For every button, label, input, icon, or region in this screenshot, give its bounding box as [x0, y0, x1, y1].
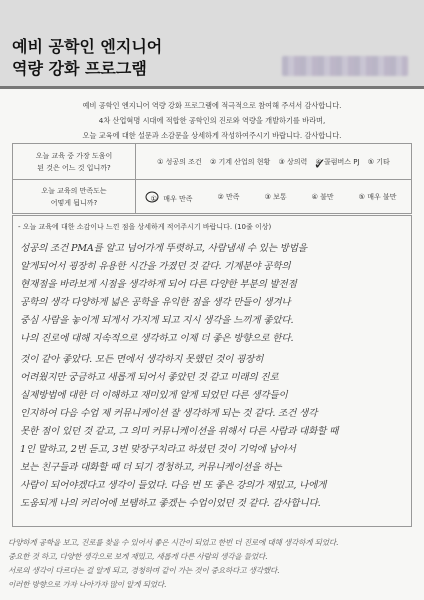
comment-line-14: 사람이 되어야겠다고 생각이 들었다. 다음 번 또 좋은 강의가 재밌고, 나에게 [20, 480, 327, 491]
q2-option-5[interactable] [359, 192, 397, 202]
q1-option-5[interactable]: ⑤ 기타 [367, 157, 390, 166]
q2-option-3[interactable] [265, 192, 287, 202]
overflow-line-4: 이러한 방향으로 가자 나아가자 많이 알게 되었다. [8, 580, 167, 589]
q2-option-2[interactable] [218, 192, 240, 202]
comment-line-5: 중심 사람을 놓이게 되게서 가지게 되고 지시 생각을 느끼게 좋았다. [20, 315, 294, 326]
q2-option-4-number: ④ [311, 192, 318, 201]
comment-line-3: 현재점을 바라보게 시점을 생각하게 되어 다른 다양한 부분의 발전점 [20, 279, 297, 290]
q2-option-1-number: ① [150, 195, 157, 203]
intro-line-3: 오늘 교육에 대한 설문과 소감문을 상세하게 작성하여주시기 바랍니다. 감사합니다. [82, 131, 342, 140]
q2-option-2-number: ② [217, 192, 224, 201]
intro-line-2: 4차 산업혁명 시대에 적합한 공학인의 진로와 역량을 개발하기를 바라며, [98, 116, 326, 125]
q1-option-4-label: ④ 콜럼버스 PJ [315, 157, 360, 166]
q2-option-3-number: ③ [264, 192, 271, 201]
overflow-line-2: 중요한 것 하고, 다양한 생각으로 보게 재밌고, 새롭게 다른 사람의 생각을 들었다. [8, 552, 268, 561]
q2-option-4-label: 불만 [320, 192, 334, 201]
comment-line-6: 나의 진로에 대해 지속적으로 생각하고 이제 더 좋은 방향으로 한다. [20, 333, 294, 344]
intro-line-1: 예비 공학인 엔지니어 역량 강화 프로그램에 적극적으로 참여해 주셔서 감사합니다. [82, 101, 342, 110]
overflow-line-3: 서로의 생각이 다르다는 걸 알게 되고, 경청하며 같이 가는 것이 중요하다고 생각했다. [8, 566, 280, 575]
comment-line-1: 성공의 조건 PMA를 알고 넘어가게 뚜렷하고, 사람냄새 수 있는 방법을 [20, 243, 307, 254]
question-1-label-line-2: 된 것은 어느 것 입니까? [37, 163, 111, 172]
q1-option-3[interactable]: ③ 상의력 [278, 157, 308, 166]
overflow-line-1: 다양하게 공학을 보고, 진로를 찾을 수 있어서 좋은 시간이 되었고 한번 더 진로에 대해 생각하게 되었다. [8, 538, 339, 547]
header-divider [0, 86, 424, 89]
question-2-options [136, 180, 412, 214]
q2-option-2-label: 만족 [226, 192, 240, 201]
title-line-2: 역량 강화 프로그램 [12, 59, 147, 78]
comment-line-11: 못한 점이 있던 것 같고, 그 의미 커뮤니케이션을 위해서 다른 사람과 대화할 때 [20, 426, 339, 437]
q2-option-5-number: ⑤ [358, 192, 365, 201]
comment-line-7: 것이 같아 좋았다. 모든 면에서 생각하지 못했던 것이 굉장히 [20, 354, 264, 365]
comment-line-4: 공학의 생각 다양하게 넓은 공학을 유익한 점을 생각 만들이 생겨나 [20, 297, 291, 308]
intro-text [14, 98, 410, 143]
comment-line-9: 실제방법에 대한 더 이해하고 재미있게 알게 되었던 다른 생각들이 [20, 390, 288, 401]
comment-prompt: - 오늘 교육에 대한 소감이나 느낀 점을 상세하게 적어주시기 바랍니다. (10줄 이상) [18, 223, 272, 231]
comment-line-12: 1인 말하고, 2번 듣고, 3번 맞장구치라고 하셨던 것이 기억에 남아서 [20, 444, 296, 455]
header-band [0, 0, 424, 86]
comment-line-15: 도움되게 나의 커리어에 보탬하고 좋겠는 수업이었던 것 같다. 감사합니다. [20, 498, 321, 509]
question-row-1 [13, 144, 412, 180]
question-1-label-line-1: 오늘 교육 중 가장 도움이 [35, 151, 113, 160]
hand-drawn-circle-icon [145, 191, 159, 203]
q2-option-1[interactable] [151, 189, 193, 204]
comment-line-13: 보는 친구들과 대화할 때 더 되기 경청하고, 커뮤니케이션을 하는 [20, 462, 282, 473]
q1-option-1[interactable]: ① 성공의 조건 [157, 157, 202, 166]
question-2-label-line-1: 오늘 교육의 만족도는 [41, 186, 107, 195]
comment-line-10: 인지하여 다음 수업 제 커뮤니케이션 잘 생각하게 되는 것 같다. 조건 생각 [20, 408, 318, 419]
q1-option-2[interactable]: ② 기계 산업의 현황 [209, 157, 271, 166]
redacted-name [282, 56, 408, 76]
q2-option-5-label: 매우 불만 [367, 192, 397, 201]
q2-option-1-label: 매우 만족 [163, 195, 193, 203]
question-2-label [13, 180, 136, 214]
question-row-2 [13, 180, 412, 214]
question-2-label-line-2: 어떻게 됩니까? [50, 198, 98, 207]
title-line-1: 예비 공학인 엔지니어 [12, 37, 163, 56]
q2-option-3-label: 보통 [273, 192, 287, 201]
q2-option-4[interactable] [312, 192, 334, 202]
question-1-options [136, 144, 412, 180]
question-1-label [13, 144, 136, 180]
comment-line-8: 어려웠지만 궁금하고 새롭게 되어서 좋았던 것 같고 미래의 진로 [20, 372, 279, 383]
question-table [12, 143, 412, 214]
comment-line-2: 알게되어서 굉장히 유용한 시간을 가졌던 것 같다. 기계분야 공학의 [20, 261, 291, 272]
q1-option-4[interactable] [316, 157, 360, 167]
